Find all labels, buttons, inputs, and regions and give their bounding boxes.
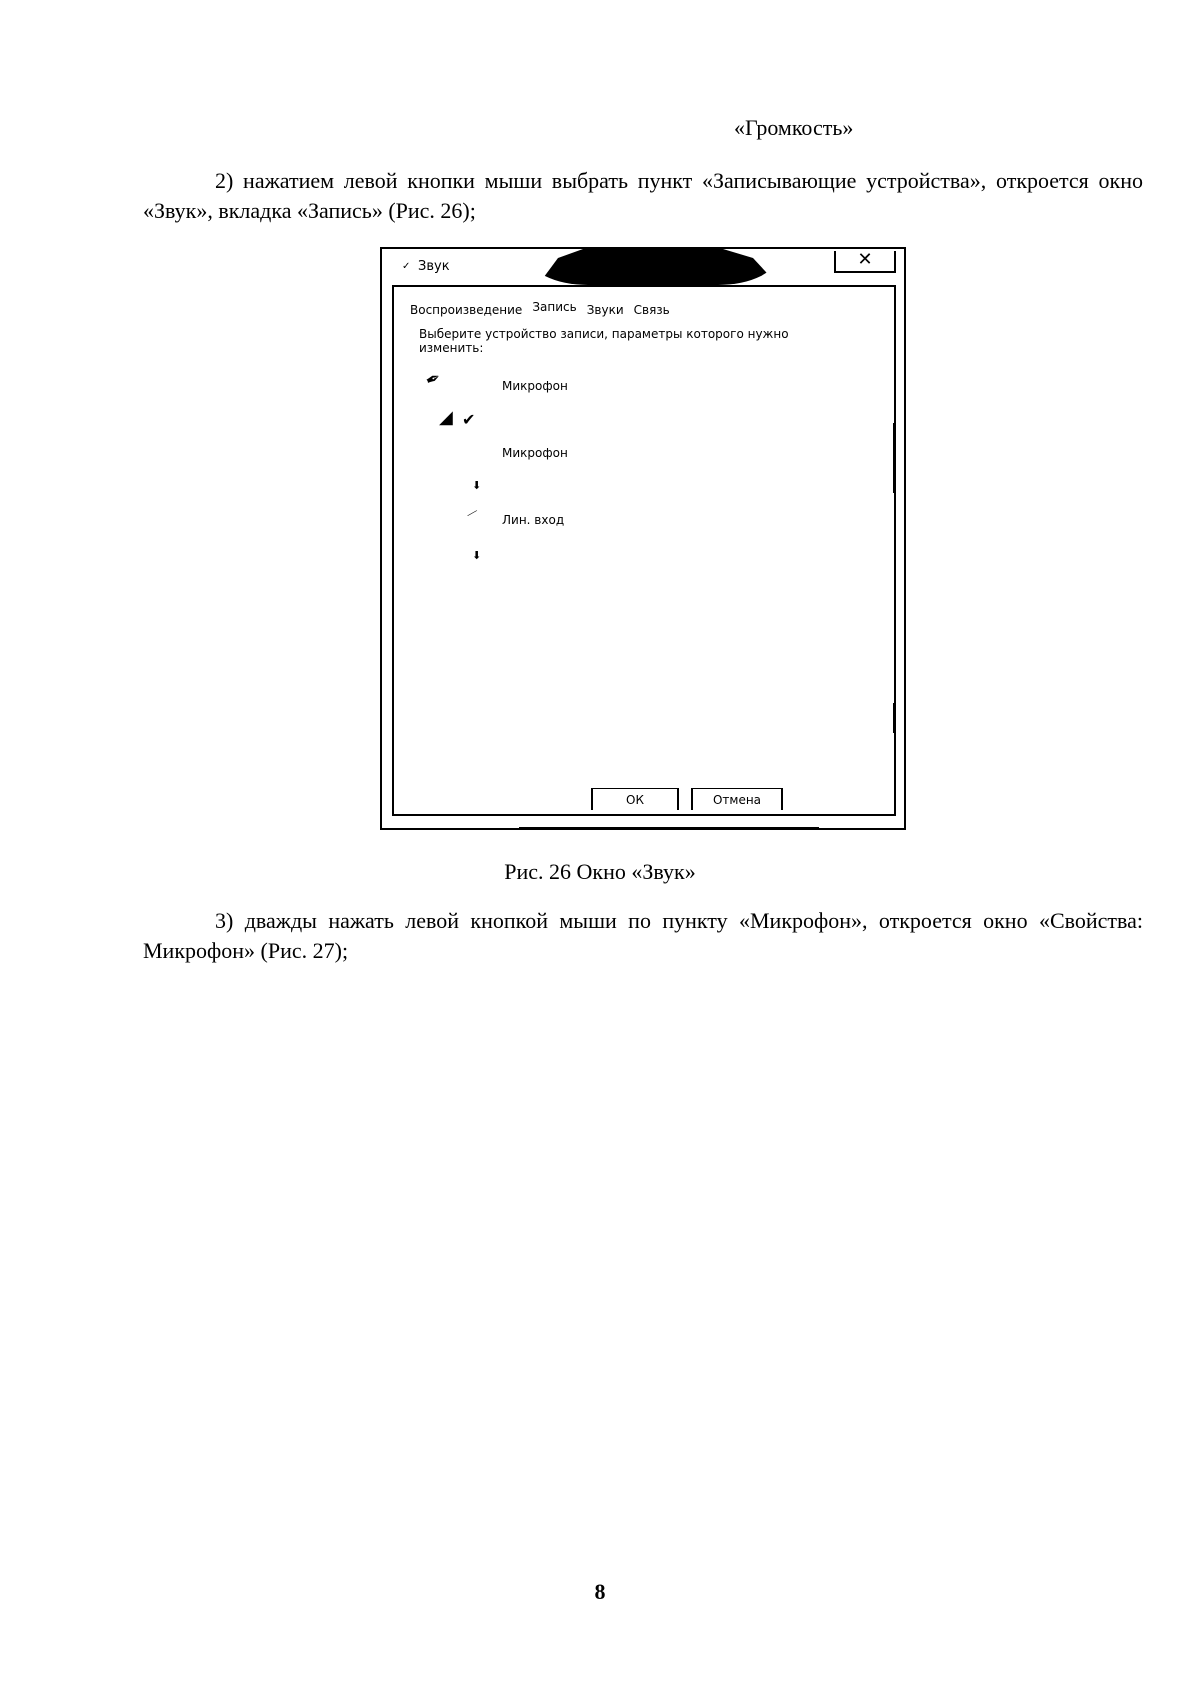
tab-strip (410, 300, 680, 317)
close-icon: ✕ (857, 249, 873, 270)
window-bottom-edge (519, 827, 819, 830)
window-client-area (392, 285, 896, 816)
instruction-paragraph-step-3: 3) дважды нажать левой кнопкой мыши по пункту «Микрофон», откроется окно «Свойства: Микрофон» (Рис. 27); (143, 908, 1143, 963)
speaker-icon: ✓ (402, 261, 411, 272)
ok-button[interactable]: ОК (591, 788, 679, 810)
arrow-down-icon: ⬇ (472, 479, 482, 492)
line-in-icon: ⟋ (466, 506, 478, 521)
tab-sounds[interactable]: Звуки (586, 303, 624, 317)
arrow-down-icon: ⬇ (472, 549, 482, 562)
titlebar-artifact (528, 249, 778, 285)
section-heading: «Громкость» (734, 115, 854, 140)
device-label-microphone-2[interactable]: Микрофон (502, 446, 568, 460)
tab-recording[interactable]: Запись (532, 300, 577, 314)
headset-microphone-icon: ◢ (439, 407, 453, 428)
device-label-line-in[interactable]: Лин. вход (502, 513, 565, 527)
device-label-microphone-1[interactable]: Микрофон (502, 379, 568, 393)
page-number: 8 (594, 1579, 606, 1604)
figure-caption: Рис. 26 Окно «Звук» (504, 859, 696, 884)
cancel-button[interactable]: Отмена (691, 788, 783, 810)
tab-playback[interactable]: Воспроизведение (410, 303, 523, 317)
sound-window-screenshot (380, 247, 906, 830)
window-titlebar (382, 249, 904, 285)
device-list-instruction: Выберите устройство записи, параметры которого нужно изменить: (419, 327, 789, 355)
scrollbar-mark (893, 703, 896, 733)
window-title: Звук (418, 259, 450, 274)
instruction-paragraph-step-2: 2) нажатием левой кнопки мыши выбрать пункт «Записывающие устройства», откроется окно «Звук», вкладка «Запись» (Рис. 26); (143, 168, 1143, 223)
close-button[interactable] (834, 251, 896, 273)
microphone-icon: ✒ (422, 366, 445, 393)
tab-communications[interactable]: Связь (633, 303, 670, 317)
scrollbar-mark (893, 423, 896, 493)
default-device-check-icon: ✔ (462, 410, 476, 429)
